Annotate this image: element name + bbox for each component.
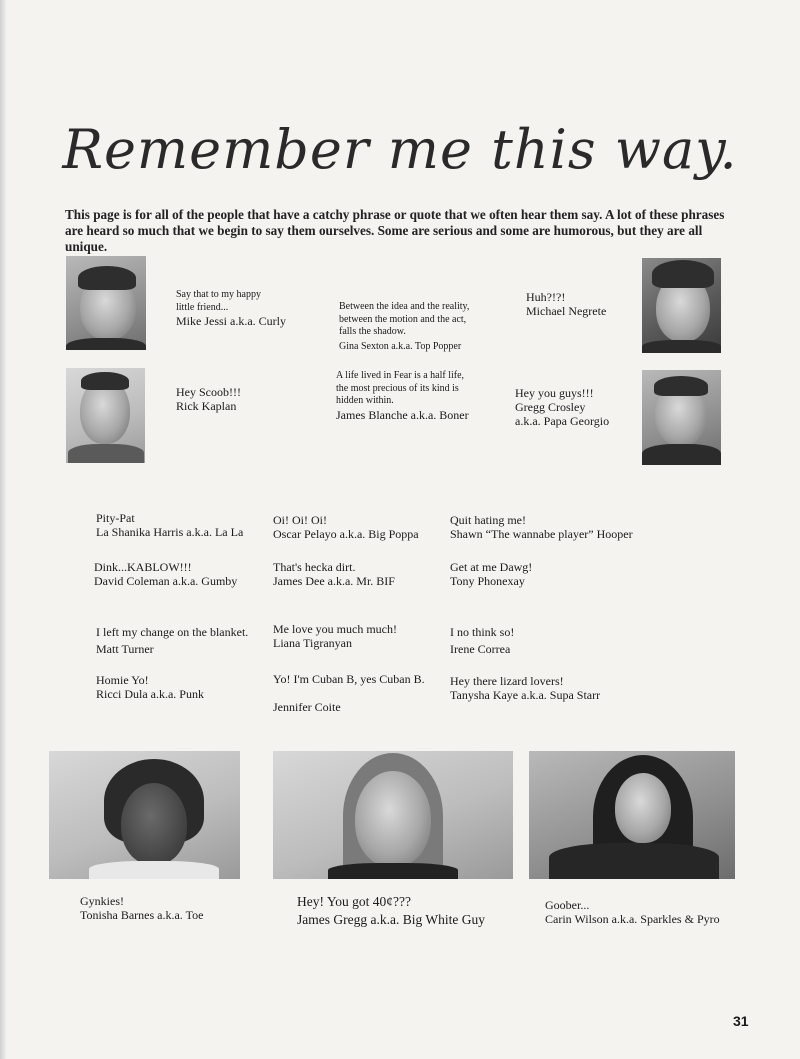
quote-text: Huh?!?! xyxy=(526,290,566,304)
quote-attribution: a.k.a. Papa Georgio xyxy=(515,414,610,428)
quote-attribution: Matt Turner xyxy=(96,642,154,656)
quote-tony-phonexay xyxy=(450,560,532,588)
page-title: Remember me this way. xyxy=(62,118,738,181)
quote-text: Hey! You got 40¢??? xyxy=(297,894,411,909)
quote-text: Get at me Dawg! xyxy=(450,560,533,574)
quote-rick-kaplan xyxy=(176,385,241,413)
quote-attribution: Tony Phonexay xyxy=(450,574,525,588)
photo-james-gregg xyxy=(273,751,513,879)
page-number: 31 xyxy=(733,1013,749,1029)
quote-attribution: La Shanika Harris a.k.a. La La xyxy=(96,525,244,539)
quote-tonisha-barnes xyxy=(80,894,203,922)
quote-text: That's hecka dirt. xyxy=(273,560,356,574)
quote-david-coleman xyxy=(94,560,237,588)
quote-attribution: David Coleman a.k.a. Gumby xyxy=(94,574,238,588)
quote-attribution: James Dee a.k.a. Mr. BIF xyxy=(273,574,395,588)
quote-text-line: Say that to my happy xyxy=(176,289,261,300)
quote-james-gregg xyxy=(297,893,485,929)
quote-jennifer-coite xyxy=(273,672,425,714)
quote-ricci-dula xyxy=(96,673,204,701)
quote-attribution: James Blanche a.k.a. Boner xyxy=(336,407,469,422)
quote-text: Hey Scoob!!! xyxy=(176,385,241,399)
quote-attribution: James Gregg a.k.a. Big White Guy xyxy=(297,912,485,927)
quote-attribution: Oscar Pelayo a.k.a. Big Poppa xyxy=(273,527,419,541)
photo-gregg-crosley xyxy=(642,370,721,465)
quote-gina-sexton xyxy=(339,301,469,353)
quote-text-line: between the motion and the act, xyxy=(339,313,467,325)
quote-text: Dink...KABLOW!!! xyxy=(94,560,192,574)
quote-oscar-pelayo xyxy=(273,513,419,541)
quote-liana-tigranyan xyxy=(273,622,397,650)
quote-text: Oi! Oi! Oi! xyxy=(273,513,327,527)
intro-paragraph: This page is for all of the people that have a catchy phrase or quote that we often hear them say. A lot of these phrases are heard so much that we begin to say them ourselves. Some are serious and some are humorous, but they are all unique. xyxy=(65,207,725,254)
quote-michael-negrete xyxy=(526,290,606,318)
quote-text: Me love you much much! xyxy=(273,622,397,636)
quote-text-line: falls the shadow. xyxy=(339,326,406,337)
quote-text-line: hidden within. xyxy=(336,395,394,406)
quote-attribution: Shawn “The wannabe player” Hooper xyxy=(450,527,633,541)
quote-text-line: Between the idea and the reality, xyxy=(339,301,470,312)
quote-attribution: Tanysha Kaye a.k.a. Supa Starr xyxy=(450,688,601,702)
quote-mike-jessi xyxy=(176,289,286,328)
quote-attribution: Ricci Dula a.k.a. Punk xyxy=(96,687,204,701)
quote-text: I left my change on the blanket. xyxy=(96,625,249,639)
quote-attribution: Tonisha Barnes a.k.a. Toe xyxy=(80,908,204,922)
quote-attribution: Carin Wilson a.k.a. Sparkles & Pyro xyxy=(545,912,720,926)
photo-michael-negrete xyxy=(642,258,721,353)
quote-irene-correa xyxy=(450,625,514,656)
quote-attribution: Gina Sexton a.k.a. Top Popper xyxy=(339,340,462,352)
quote-james-blanche xyxy=(336,370,469,422)
quote-text: Goober... xyxy=(545,898,590,912)
quote-tanysha-kaye xyxy=(450,674,600,702)
quote-text-line: the most precious of its kind is xyxy=(336,382,459,394)
quote-text-line: A life lived in Fear is a half life, xyxy=(336,370,465,381)
photo-carin-wilson xyxy=(529,751,735,879)
quote-attribution: Liana Tigranyan xyxy=(273,636,352,650)
quote-text: Homie Yo! xyxy=(96,673,149,687)
quote-attribution: Irene Correa xyxy=(450,642,511,656)
quote-text: Gynkies! xyxy=(80,894,124,908)
quote-matt-turner xyxy=(96,625,248,656)
quote-text: Hey there lizard lovers! xyxy=(450,674,564,688)
quote-text: Hey you guys!!! xyxy=(515,386,594,400)
quote-attribution: Mike Jessi a.k.a. Curly xyxy=(176,314,286,328)
photo-tonisha-barnes xyxy=(49,751,240,879)
photo-rick-kaplan xyxy=(66,368,145,463)
quote-carin-wilson xyxy=(545,898,720,926)
quote-attribution: Jennifer Coite xyxy=(273,700,341,714)
quote-attribution: Rick Kaplan xyxy=(176,399,237,413)
quote-text: Yo! I'm Cuban B, yes Cuban B. xyxy=(273,672,425,686)
quote-james-dee xyxy=(273,560,395,588)
quote-gregg-crosley xyxy=(515,386,609,428)
photo-mike-jessi xyxy=(66,256,146,350)
quote-attribution: Michael Negrete xyxy=(526,304,607,318)
quote-shawn-hooper xyxy=(450,513,633,541)
quote-attribution: Gregg Crosley xyxy=(515,400,586,414)
quote-text: Quit hating me! xyxy=(450,513,526,527)
quote-text-line: little friend... xyxy=(176,301,229,313)
quote-la-shanika-harris xyxy=(96,511,243,539)
quote-text: I no think so! xyxy=(450,625,515,639)
quote-text: Pity-Pat xyxy=(96,511,135,525)
